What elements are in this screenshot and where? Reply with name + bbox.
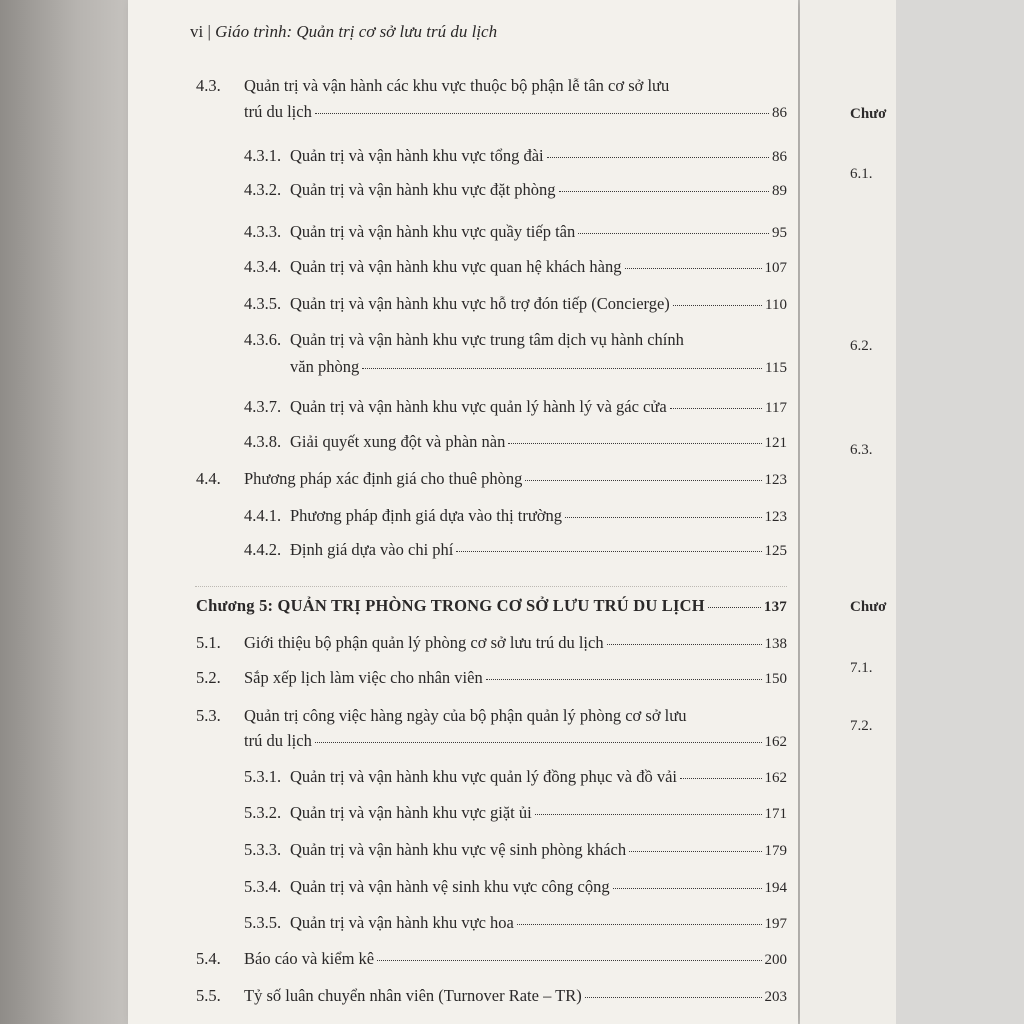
toc-entry-4-3-3 [244,222,787,242]
facing-chapter-label: Chươ [850,599,887,615]
toc-page: 137 [763,599,787,615]
toc-page: 95 [772,225,787,241]
toc-entry-5-3 [196,706,686,726]
toc-label: Phương pháp định giá dựa vào thị trường [290,506,563,525]
toc-page: 107 [764,260,787,276]
toc-number: 4.4.1. [244,506,282,525]
toc-number: 5.1. [196,633,221,652]
dot-leader [547,157,769,158]
dot-leader [673,305,762,306]
toc-label: Phương pháp xác định giá cho thuê phòng [244,469,523,488]
toc-page: 179 [764,843,787,859]
dot-leader [607,644,762,645]
toc-label-line1: Quản trị và vận hành các khu vực thuộc bộ phận lễ tân cơ sở lưu [244,76,670,95]
toc-entry-4-4 [196,469,787,489]
toc-entry-4-3-2 [244,180,787,200]
toc-page: 200 [764,952,787,968]
toc-page: 115 [765,360,787,376]
toc-label: Quản trị và vận hành khu vực đặt phòng [290,180,556,199]
toc-number: 4.3.3. [244,222,282,241]
toc-label: Quản trị và vận hành khu vực quản lý hành lý và gác cửa [290,397,667,416]
toc-page: 123 [764,472,787,488]
toc-entry-5-2 [196,668,787,688]
toc-number: 5.4. [196,949,221,968]
toc-page: 86 [772,105,787,121]
toc-label: Quản trị và vận hành khu vực giặt ủi [290,803,532,822]
toc-page: 162 [764,734,787,750]
facing-section-label: 6.1. [850,166,873,182]
toc-entry-4-3-5 [244,294,787,314]
toc-entry-5-3-5 [244,913,787,933]
toc-label: Định giá dựa vào chi phí [290,540,454,559]
toc-page: 194 [764,880,787,896]
toc-entry-4-3-1 [244,146,787,166]
toc-entry-4-3-4 [244,257,787,277]
toc-label: Quản trị và vận hành khu vực vệ sinh phòng khách [290,840,627,859]
facing-section-label: 6.2. [850,338,873,354]
toc-label-line2: văn phòng [290,357,360,376]
toc-label: Giải quyết xung đột và phàn nàn [290,432,506,451]
dot-leader [362,368,762,369]
book-title: Giáo trình: Quản trị cơ sở lưu trú du lịch [215,22,498,41]
dot-leader [613,888,762,889]
toc-entry-5-4 [196,949,787,969]
toc-number: 4.3. [196,76,221,95]
toc-entry-5-5 [196,986,787,1006]
toc-number: 4.3.2. [244,180,282,199]
toc-chapter-5 [196,596,787,616]
toc-label: Giới thiệu bộ phận quản lý phòng cơ sở lưu trú du lịch [244,633,604,652]
section-divider [195,586,787,587]
toc-page: 86 [772,149,787,165]
toc-page: 117 [765,400,787,416]
toc-label: Tỷ số luân chuyển nhân viên (Turnover Rate – TR) [244,986,582,1005]
toc-page: 197 [764,916,787,932]
toc-entry-4-3 [196,76,669,96]
toc-entry-5-3-continued [244,731,787,751]
toc-label: Quản trị và vận hành vệ sinh khu vực công cộng [290,877,610,896]
toc-number: 4.3.4. [244,257,282,276]
toc-number: 5.3.2. [244,803,282,822]
toc-entry-4-3-6-continued [290,357,787,377]
dot-leader [486,679,762,680]
toc-entry-5-3-4 [244,877,787,897]
toc-page: 123 [764,509,787,525]
background-right [896,0,1024,1024]
toc-number: 4.4. [196,469,221,488]
toc-number: 4.3.6. [244,330,282,349]
facing-section-label: 7.2. [850,718,873,734]
toc-label-line1: Quản trị và vận hành khu vực trung tâm dịch vụ hành chính [290,330,684,349]
dot-leader [508,443,761,444]
toc-entry-4-3-continued [244,102,787,122]
dot-leader [377,960,761,961]
toc-entry-4-3-8 [244,432,787,452]
toc-entry-5-3-3 [244,840,787,860]
toc-label-line1: Quản trị công việc hàng ngày của bộ phận quản lý phòng cơ sở lưu [244,706,687,725]
toc-entry-4-3-7 [244,397,787,417]
dot-leader [670,408,762,409]
toc-number: 5.3.1. [244,767,282,786]
toc-page: 89 [772,183,787,199]
toc-label-line2: trú du lịch [244,731,312,750]
dot-leader [585,997,762,998]
dot-leader [517,924,762,925]
toc-number: 5.3. [196,706,221,725]
toc-label: Quản trị và vận hành khu vực quản lý đồng phục và đồ vải [290,767,677,786]
dot-leader [565,517,761,518]
toc-entry-5-1 [196,633,787,653]
toc-label: Quản trị và vận hành khu vực quầy tiếp tân [290,222,576,241]
toc-number: 5.3.3. [244,840,282,859]
toc-number: 5.3.5. [244,913,282,932]
toc-number: 4.3.8. [244,432,282,451]
toc-entry-5-3-2 [244,803,787,823]
toc-entry-4-4-2 [244,540,787,560]
facing-section-label: 7.1. [850,660,873,676]
dot-leader [456,551,761,552]
page-number: vi [190,22,204,41]
toc-page: 162 [764,770,787,786]
toc-number: 4.4.2. [244,540,282,559]
toc-page: 121 [764,435,787,451]
toc-entry-4-4-1 [244,506,787,526]
toc-number: 4.3.5. [244,294,282,313]
toc-page: 138 [764,636,787,652]
facing-section-label: 6.3. [850,442,873,458]
dot-leader [578,233,769,234]
toc-label: Quản trị và vận hành khu vực hoa [290,913,514,932]
dot-leader [315,742,762,743]
dot-leader [535,814,762,815]
dot-leader [625,268,762,269]
chapter-title: Chương 5: QUẢN TRỊ PHÒNG TRONG CƠ SỞ LƯU TRÚ DU LỊCH [196,596,705,615]
dot-leader [629,851,761,852]
toc-number: 5.5. [196,986,221,1005]
toc-entry-4-3-6 [244,330,684,350]
toc-label: Quản trị và vận hành khu vực tổng đài [290,146,544,165]
toc-label-line2: trú du lịch [244,102,312,121]
toc-label: Quản trị và vận hành khu vực quan hệ khách hàng [290,257,622,276]
book-page-right [800,0,896,1024]
dot-leader [708,607,761,608]
toc-label: Sắp xếp lịch làm việc cho nhân viên [244,668,483,687]
dot-leader [680,778,762,779]
dot-leader [315,113,769,114]
running-head [190,22,497,42]
facing-chapter-label: Chươ [850,106,887,122]
toc-page: 171 [764,806,787,822]
toc-label: Báo cáo và kiểm kê [244,949,375,968]
toc-number: 4.3.1. [244,146,282,165]
toc-entry-5-3-1 [244,767,787,787]
toc-page: 150 [764,671,787,687]
toc-number: 4.3.7. [244,397,282,416]
background-left [0,0,130,1024]
toc-number: 5.2. [196,668,221,687]
dot-leader [559,191,769,192]
dot-leader [525,480,761,481]
toc-number: 5.3.4. [244,877,282,896]
head-separator: | [207,22,211,41]
toc-page: 125 [764,543,787,559]
toc-page: 110 [765,297,787,313]
toc-page: 203 [764,989,787,1005]
toc-label: Quản trị và vận hành khu vực hỗ trợ đón tiếp (Concierge) [290,294,670,313]
